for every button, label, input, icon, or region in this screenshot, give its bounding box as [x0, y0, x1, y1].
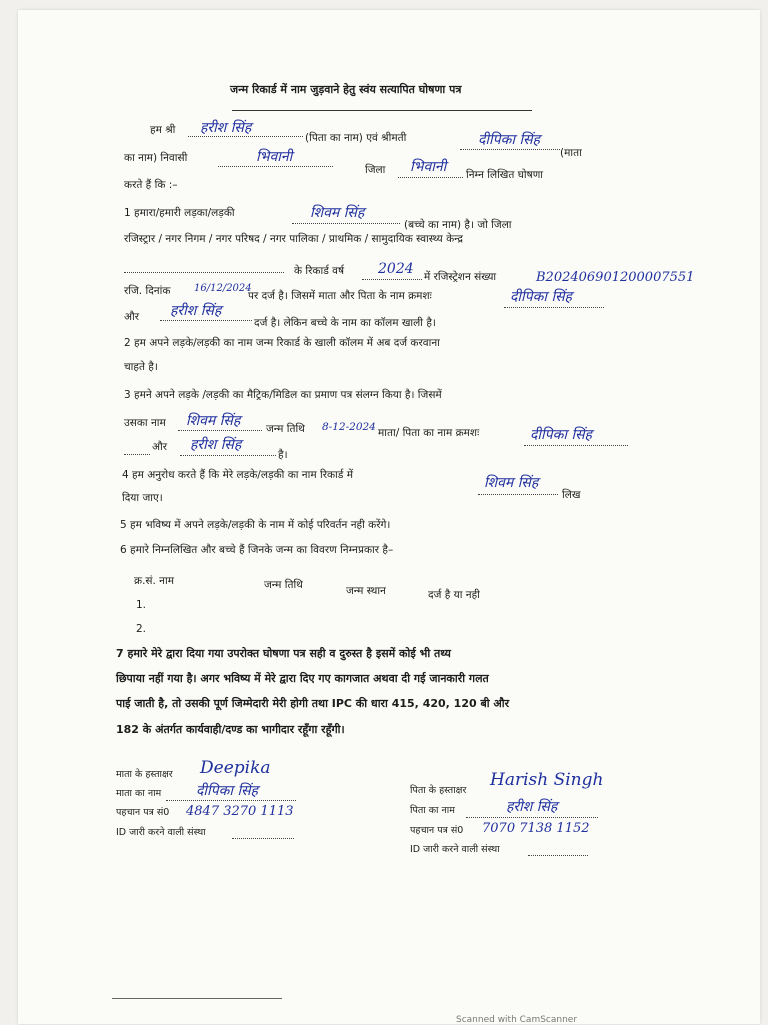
mother-signature-name-blank — [166, 800, 296, 801]
point-1-text-a: 1 हमारा/हमारी लड़का/लड़की — [124, 207, 235, 219]
title-underline — [232, 110, 532, 111]
mother-name-blank-2 — [504, 307, 604, 308]
mother-name-blank — [460, 149, 560, 150]
father-name-blank-3 — [180, 455, 276, 456]
point-7-text-c: पाई जाती है, तो उसकी पूर्ण जिम्मेदारी मेरी होगी तथा IPC की धारा 415, 420, 120 बी और — [116, 697, 510, 710]
handwritten-father-name: हरीश सिंह — [200, 120, 252, 136]
point-4-text-a: 4 हम अनुरोध करते हैं कि मेरे लड़के/लड़की का नाम रिकार्ड में — [122, 469, 354, 481]
handwritten-father-id-number: 7070 7138 1152 — [482, 821, 590, 836]
handwritten-requested-name: शिवम सिंह — [484, 475, 539, 491]
point-1-text-g: पर दर्ज है। जिसमें माता और पिता के नाम क्रमशः — [248, 290, 432, 302]
father-name-blank-2 — [160, 320, 252, 321]
point-7-text-b: छिपाया नहीं गया है। अगर भविष्य में मेरे द्वारा दिए गए कागजात अथवा दी गई जानकारी गलत — [116, 672, 489, 685]
handwritten-record-year: 2024 — [378, 261, 414, 277]
handwritten-father-name-2: हरीश सिंह — [170, 303, 222, 319]
table-row-number-1: 1. — [136, 599, 147, 611]
point-1-text-d: के रिकार्ड वर्ष — [294, 265, 345, 277]
table-header-registered: दर्ज है या नही — [428, 589, 480, 601]
father-signature: Harish Singh — [490, 770, 604, 790]
point-3-text-d: माता/ पिता का नाम क्रमशः — [378, 427, 480, 439]
handwritten-child-name: शिवम सिंह — [310, 205, 365, 221]
table-row-number-2: 2. — [136, 623, 147, 635]
handwritten-registration-number: B202406901200007551 — [536, 270, 695, 285]
child-name-blank — [292, 223, 400, 224]
point-1-text-f: रजि. दिनांक — [124, 285, 171, 297]
handwritten-residence: भिवानी — [256, 149, 293, 165]
mother-name-label: माता का नाम — [116, 788, 162, 799]
point-7-text-a: 7 हमारे मेरे द्वारा दिया गया उपरोक्त घोषणा पत्र सही व दुरुस्त है इसमें कोई भी तथ्य — [116, 647, 451, 660]
document-title: जन्म रिकार्ड में नाम जुड़वाने हेतु स्वंय सत्यापित घोषणा पत्र — [230, 83, 462, 96]
intro-text-a: हम श्री — [150, 124, 176, 136]
point-1-text-i: दर्ज है। लेकिन बच्चे के नाम का कॉलम खाली है। — [254, 317, 436, 329]
handwritten-father-signature-name: हरीश सिंह — [506, 799, 558, 815]
mother-signature-label: माता के हस्ताक्षर — [116, 769, 173, 780]
point-1-text-c: रजिस्ट्रार / नगर निगम / नगर परिषद / नगर पालिका / प्राथमिक / सामुदायिक स्वास्थ्य केन्द्र — [124, 233, 463, 245]
point-3-text-b: उसका नाम — [124, 417, 166, 429]
point-5-text: 5 हम भविष्य में अपने लड़के/लड़की के नाम में कोई परिवर्तन नही करेंगे। — [120, 519, 391, 531]
mother-id-issuer-blank — [232, 838, 294, 839]
intro-text-d: का नाम) निवासी — [124, 152, 188, 164]
table-header-birth-date: जन्म तिथि — [264, 579, 303, 591]
table-header-birth-place: जन्म स्थान — [346, 585, 386, 597]
intro-text-b: (पिता का नाम) एवं श्रीमती — [305, 132, 407, 144]
handwritten-date-of-birth: 8-12-2024 — [322, 421, 376, 433]
mother-id-issuer-label: ID जारी करने वाली संस्था — [116, 827, 206, 838]
table-header-serial-name: क्र.सं. नाम — [134, 575, 175, 587]
intro-text-c: (माता — [560, 147, 582, 159]
point-3-text-a: 3 हमने अपने लड़के /लड़की का मैट्रिक/मिडिल का प्रमाण पत्र संलग्न किया है। जिसमें — [124, 389, 442, 401]
point-4-text-b: लिख — [562, 489, 581, 501]
record-office-blank — [124, 272, 284, 273]
father-id-issuer-label: ID जारी करने वाली संस्था — [410, 844, 500, 855]
point-2-text-a: 2 हम अपने लड़के/लड़की का नाम जन्म रिकार्ड के खाली कॉलम में अब दर्ज करवाना — [124, 337, 440, 349]
bottom-rule — [112, 998, 282, 999]
point-6-text: 6 हमारे निम्नलिखित और बच्चे हैं जिनके जन्म का विवरण निम्नप्रकार है– — [120, 544, 394, 556]
handwritten-registration-date: 16/12/2024 — [194, 283, 252, 294]
father-name-label: पिता का नाम — [410, 805, 455, 816]
scanner-watermark: Scanned with CamScanner — [456, 1015, 578, 1025]
point-7-text-d: 182 के अंतर्गत कार्यवाही/दण्ड का भागीदार रहूँगा रहूँगी। — [116, 723, 345, 736]
child-name-blank-3 — [178, 430, 262, 431]
father-signature-label: पिता के हस्ताक्षर — [410, 785, 467, 796]
record-year-blank — [362, 279, 422, 280]
father-id-label: पहचान पत्र सं0 — [410, 825, 464, 836]
handwritten-district: भिवानी — [410, 159, 447, 175]
residence-blank — [218, 166, 333, 167]
point-3-text-f: है। — [278, 449, 288, 461]
point-1-text-b: (बच्चे का नाम) है। जो जिला — [404, 219, 512, 231]
father-name-blank — [188, 136, 303, 137]
mother-id-label: पहचान पत्र सं0 — [116, 807, 170, 818]
handwritten-mother-name-2: दीपिका सिंह — [510, 289, 572, 305]
point-4-text-c: दिया जाए। — [122, 492, 163, 504]
point-3-text-e: और — [152, 441, 168, 453]
mother-signature: Deepika — [200, 758, 271, 778]
point-2-text-b: चाहते है। — [124, 361, 158, 373]
mother-name-blank-3 — [524, 445, 628, 446]
handwritten-father-name-3: हरीश सिंह — [190, 437, 242, 453]
handwritten-mother-name-3: दीपिका सिंह — [530, 427, 592, 443]
handwritten-child-name-3: शिवम सिंह — [186, 413, 241, 429]
requested-name-blank — [478, 494, 558, 495]
point-3-text-c: जन्म तिथि — [266, 423, 305, 435]
handwritten-mother-name: दीपिका सिंह — [478, 132, 540, 148]
father-signature-name-blank — [466, 817, 598, 818]
handwritten-mother-id-number: 4847 3270 1113 — [186, 804, 294, 819]
father-name-leading-dots — [124, 454, 150, 455]
district-blank — [398, 177, 463, 178]
handwritten-mother-signature-name: दीपिका सिंह — [196, 783, 258, 799]
intro-text-e: जिला — [365, 164, 386, 176]
intro-text-g: करते हैं कि :– — [124, 179, 178, 191]
father-id-issuer-blank — [528, 855, 588, 856]
point-1-text-e: में रजिस्ट्रेशन संख्या — [424, 271, 497, 283]
point-1-text-h: और — [124, 311, 140, 323]
intro-text-f: निम्न लिखित घोषणा — [466, 169, 544, 181]
